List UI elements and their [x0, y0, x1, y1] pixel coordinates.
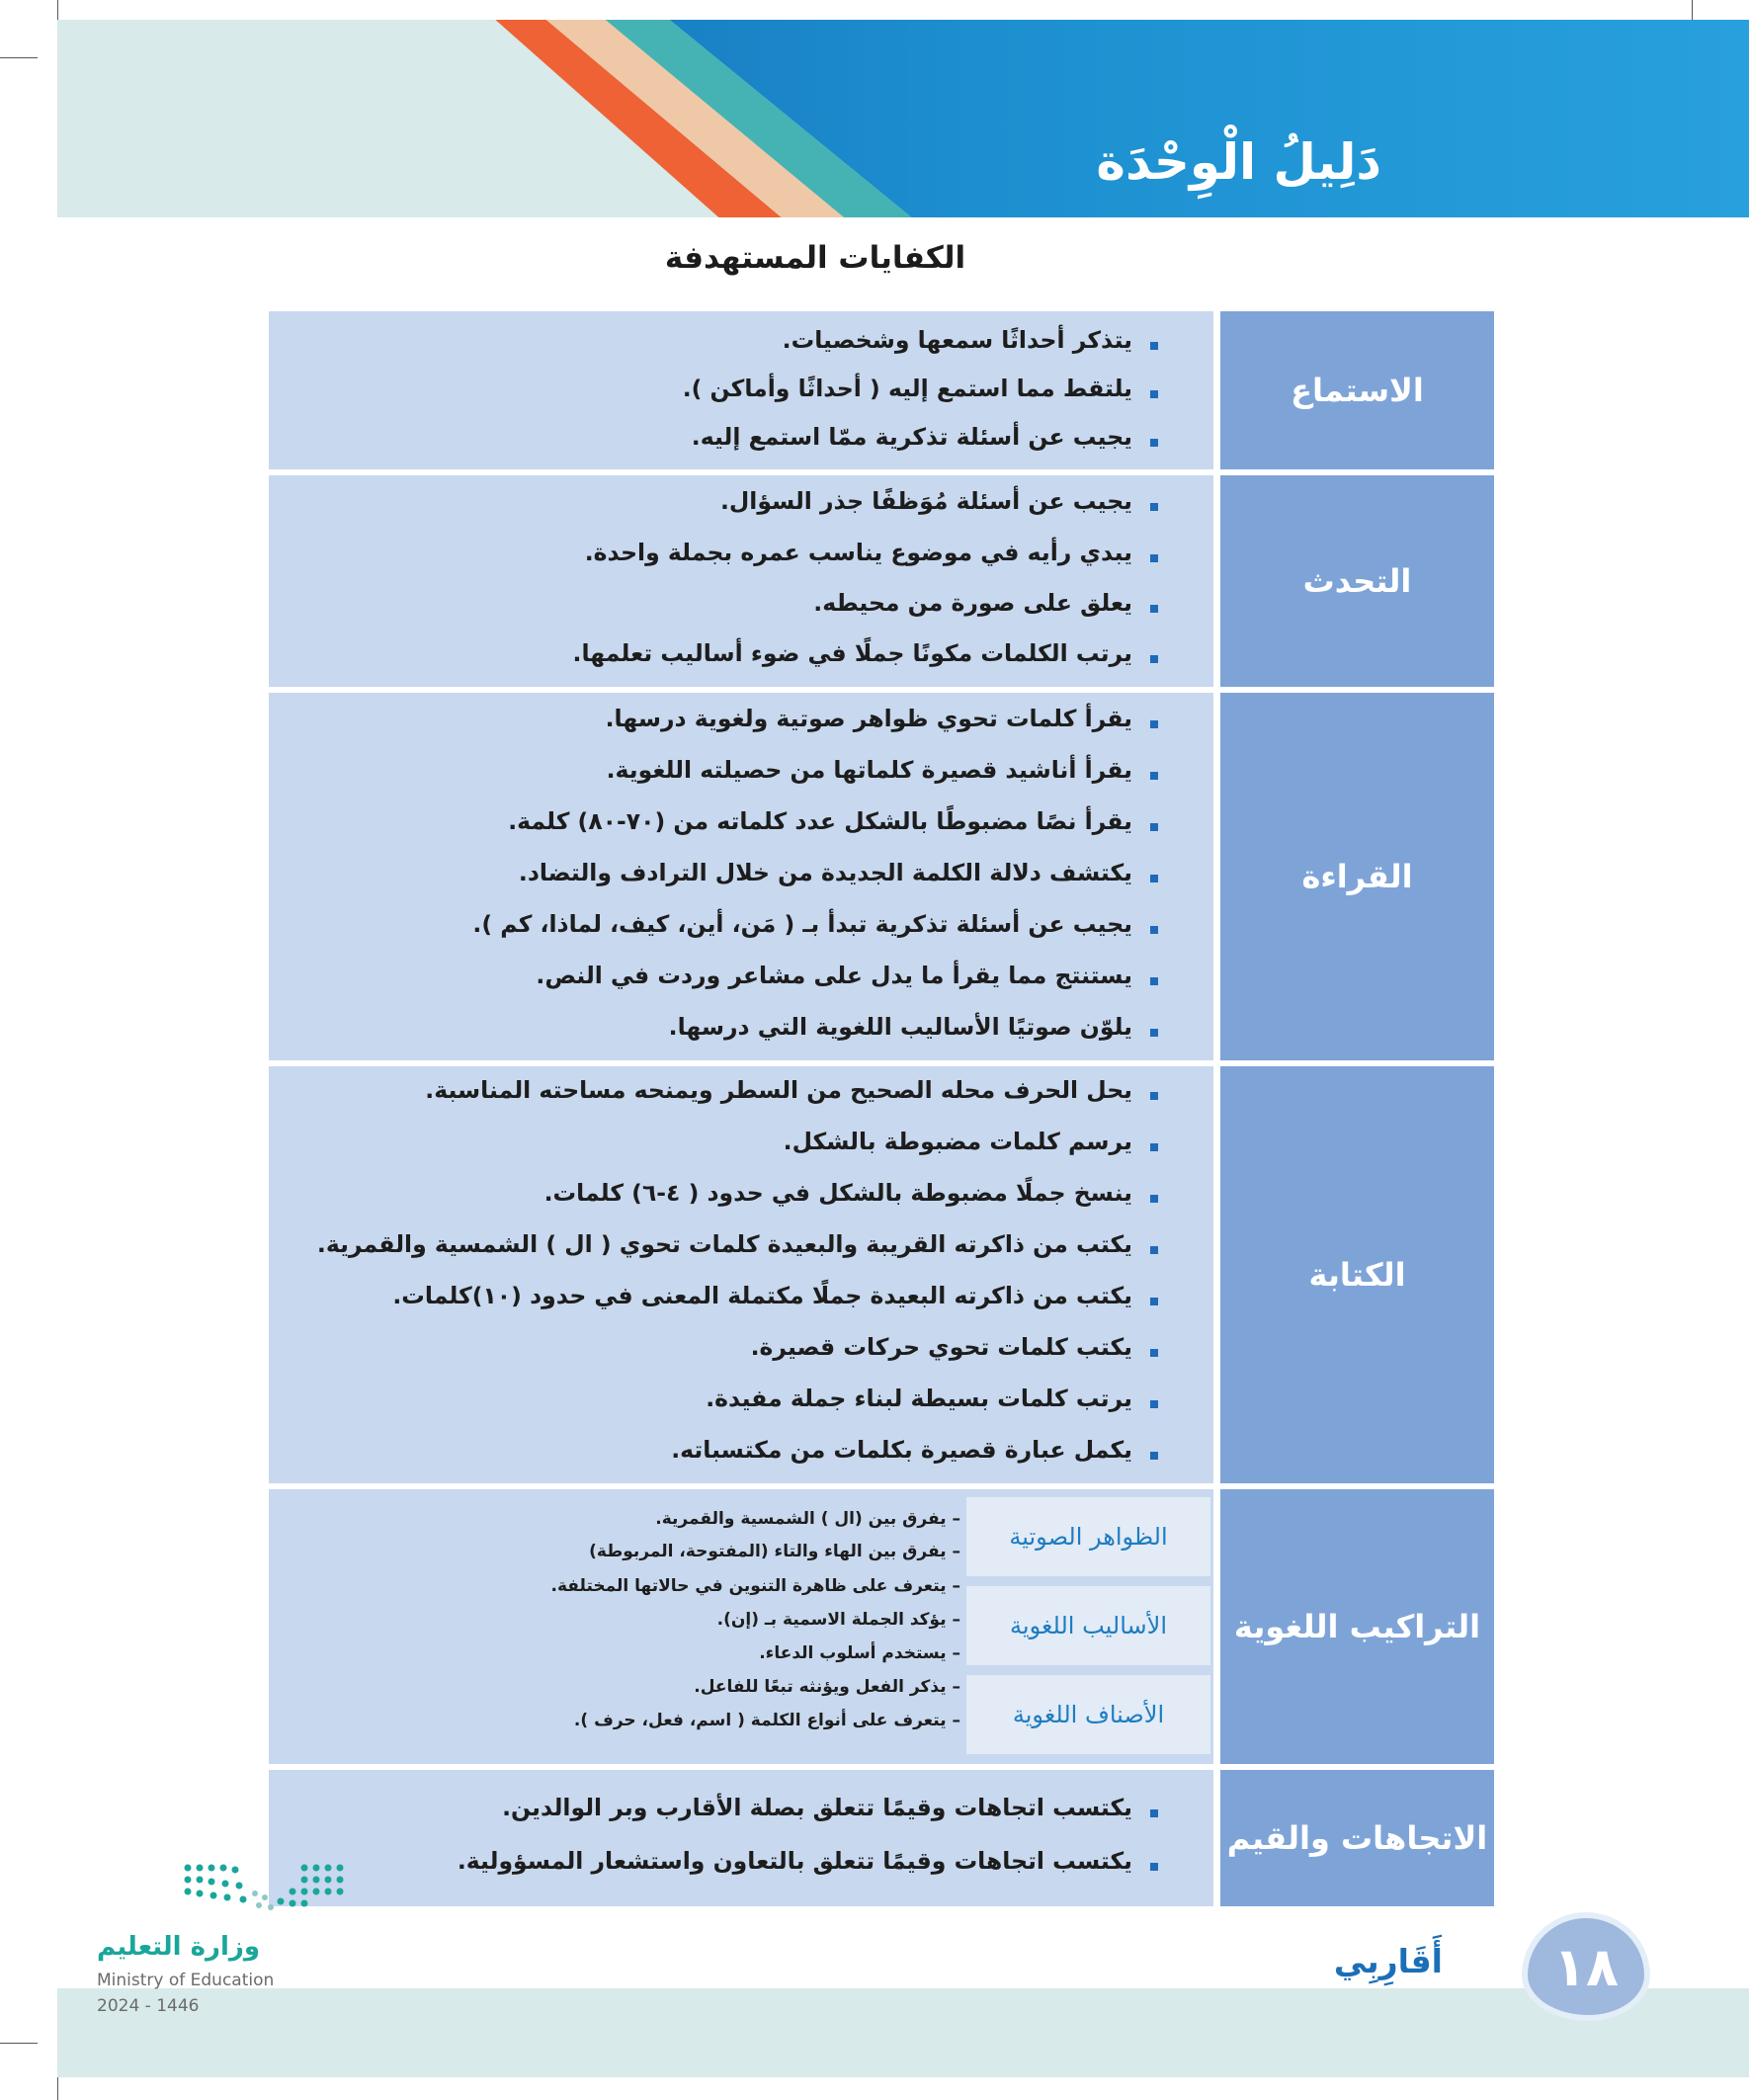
header-blue-panel	[57, 20, 1749, 217]
bullet-icon	[1150, 1452, 1158, 1460]
list-item: يجيب عن أسئلة مُوَظفًا جذر السؤال.	[269, 487, 1158, 515]
bullet-icon	[1150, 1400, 1158, 1408]
unit-header	[57, 20, 1749, 217]
list-item: يلتقط مما استمع إليه ( أحداثًا وأماكن ).	[269, 375, 1158, 402]
list-item: ينسخ جملًا مضبوطة بالشكل في حدود ( ٤-٦) كلمات.	[269, 1179, 1158, 1207]
bullet-icon	[1150, 1809, 1158, 1817]
crop-mark	[0, 57, 38, 58]
bullet-icon	[1150, 342, 1158, 350]
row-label: الاستماع	[1220, 311, 1494, 469]
list-item: يكتب من ذاكرته البعيدة جملًا مكتملة المعنى في حدود (١٠)كلمات.	[269, 1282, 1158, 1309]
bullet-icon	[1150, 926, 1158, 934]
list-item: يستنتج مما يقرأ ما يدل على مشاعر وردت في النص.	[269, 962, 1158, 989]
list-item: – يتعرف على أنواع الكلمة ( اسم، فعل، حرف ).	[573, 1711, 960, 1730]
table-row	[269, 475, 1494, 687]
bullet-icon	[1150, 605, 1158, 613]
ministry-name-en: Ministry of Education	[97, 1971, 275, 1990]
bullet-icon	[1150, 720, 1158, 728]
table-row	[269, 1066, 1494, 1483]
content-cell	[269, 1066, 1213, 1483]
list-item: يتذكر أحداثًا سمعها وشخصيات.	[269, 326, 1158, 354]
edition-year: 2024 - 1446	[97, 1996, 200, 2016]
list-item: يجيب عن أسئلة تذكرية تبدأ بـ ( مَن، أين، كيف، لماذا، كم ).	[269, 910, 1158, 938]
content-cell	[269, 311, 1213, 469]
category-label: الأصناف اللغوية	[966, 1675, 1210, 1754]
list-item: يلوّن صوتيًا الأساليب اللغوية التي درسها.	[269, 1013, 1158, 1041]
content-cell	[269, 693, 1213, 1060]
unit-name: أَقَارِبِي	[1333, 1942, 1443, 1980]
list-item: يكتب من ذاكرته القريبة والبعيدة كلمات تحوي ( ال ) الشمسية والقمرية.	[269, 1230, 1158, 1258]
row-label: التراكيب اللغوية	[1220, 1489, 1494, 1764]
list-item: يقرأ كلمات تحوي ظواهر صوتية ولغوية درسها.	[269, 705, 1158, 732]
row-label: الكتابة	[1220, 1066, 1494, 1483]
list-item: يجيب عن أسئلة تذكرية ممّا استمع إليه.	[269, 423, 1158, 451]
list-item: يرسم كلمات مضبوطة بالشكل.	[269, 1128, 1158, 1155]
bullet-icon	[1150, 1349, 1158, 1357]
row-label: الاتجاهات والقيم	[1220, 1770, 1494, 1906]
ministry-name-ar: وزارة التعليم	[97, 1932, 260, 1962]
bullet-icon	[1150, 554, 1158, 562]
content-cell	[269, 475, 1213, 687]
list-item: – يتعرف على ظاهرة التنوين في حالاتها المختلفة.	[550, 1576, 960, 1596]
table-row	[269, 693, 1494, 1060]
list-item: يبدي رأيه في موضوع يناسب عمره بجملة واحدة.	[269, 539, 1158, 566]
list-item: يعلق على صورة من محيطه.	[269, 589, 1158, 617]
bullet-icon	[1150, 772, 1158, 780]
bullet-icon	[1150, 655, 1158, 663]
list-item: يكتب كلمات تحوي حركات قصيرة.	[269, 1333, 1158, 1361]
row-label: التحدث	[1220, 475, 1494, 687]
bullet-icon	[1150, 503, 1158, 511]
list-item: يرتب كلمات بسيطة لبناء جملة مفيدة.	[269, 1385, 1158, 1412]
list-item: – يؤكد الجملة الاسمية بـ (إن).	[716, 1610, 960, 1630]
content-cell	[269, 1770, 1213, 1906]
list-item: يكتشف دلالة الكلمة الجديدة من خلال الترادف والتضاد.	[269, 859, 1158, 886]
list-item: – يستخدم أسلوب الدعاء.	[759, 1643, 960, 1663]
table-row	[269, 1770, 1494, 1906]
list-item: – يذكر الفعل ويؤنثه تبعًا للفاعل.	[694, 1677, 960, 1697]
list-item: يرتب الكلمات مكونًا جملًا في ضوء أساليب تعلمها.	[269, 639, 1158, 667]
bullet-icon	[1150, 1092, 1158, 1100]
list-item: يكمل عبارة قصيرة بكلمات من مكتسباته.	[269, 1436, 1158, 1464]
crop-mark	[0, 2043, 38, 2044]
category-label: الظواهر الصوتية	[966, 1497, 1210, 1576]
list-item: يحل الحرف محله الصحيح من السطر ويمنحه مساحته المناسبة.	[269, 1076, 1158, 1104]
list-item: يكتسب اتجاهات وقيمًا تتعلق بصلة الأقارب وبر الوالدين.	[269, 1794, 1158, 1821]
table-row	[269, 1489, 1494, 1764]
content-cell	[269, 1489, 1213, 1764]
list-item: – يفرق بين (ال ) الشمسية والقمرية.	[655, 1509, 960, 1529]
ministry-logo-icon	[178, 1858, 356, 1917]
table-row	[269, 311, 1494, 469]
bullet-icon	[1150, 823, 1158, 831]
bullet-icon	[1150, 439, 1158, 447]
category-label: الأساليب اللغوية	[966, 1586, 1210, 1665]
footer-band	[57, 1988, 1749, 2077]
page-title: دَلِيلُ الْوِحْدَة	[1096, 133, 1381, 191]
list-item: يقرأ نصًا مضبوطًا بالشكل عدد كلماته من (٧٠-٨٠) كلمة.	[269, 807, 1158, 835]
bullet-icon	[1150, 1029, 1158, 1037]
list-item: يكتسب اتجاهات وقيمًا تتعلق بالتعاون واستشعار المسؤولية.	[269, 1847, 1158, 1875]
list-item: – يفرق بين الهاء والتاء (المفتوحة، المربوطة)	[589, 1542, 960, 1561]
page-number-badge	[1522, 1912, 1650, 2021]
bullet-icon	[1150, 1143, 1158, 1151]
page-number: ١٨	[1553, 1935, 1619, 1998]
bullet-icon	[1150, 1195, 1158, 1203]
bullet-icon	[1150, 1298, 1158, 1305]
bullet-icon	[1150, 875, 1158, 882]
bullet-icon	[1150, 390, 1158, 398]
list-item: يقرأ أناشيد قصيرة كلماتها من حصيلته اللغوية.	[269, 756, 1158, 784]
section-heading: الكفايات المستهدفة	[664, 240, 966, 276]
bullet-icon	[1150, 1863, 1158, 1871]
row-label: القراءة	[1220, 693, 1494, 1060]
bullet-icon	[1150, 1246, 1158, 1254]
bullet-icon	[1150, 977, 1158, 985]
